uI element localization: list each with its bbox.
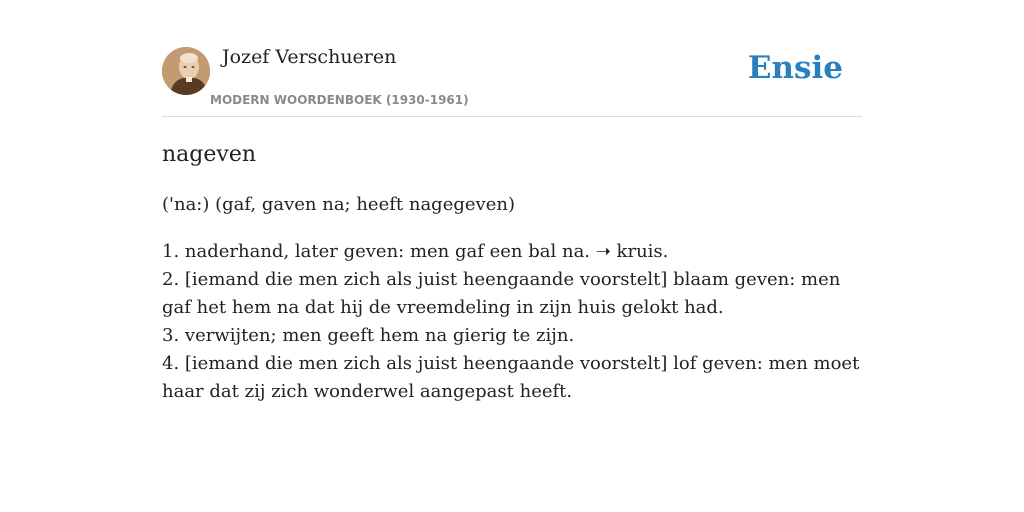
entry-term: nageven <box>162 142 257 167</box>
author-avatar[interactable] <box>162 47 210 95</box>
sense-item: 1. naderhand, later geven: men gaf een bal na. ➝ kruis. <box>162 241 669 262</box>
sense-item: 3. verwijten; men geeft hem na gierig te zijn. <box>162 325 575 346</box>
entry-senses <box>162 238 862 406</box>
source-title[interactable]: MODERN WOORDENBOEK (1930-1961) <box>210 93 469 107</box>
ensie-logo[interactable]: Ensie <box>747 50 843 86</box>
entry-content <box>162 138 862 406</box>
sense-item: 2. [iemand die men zich als juist heengaande voorstelt] blaam geven: men gaf het hem na dat hij de vreemdeling in zijn huis gelokt had. <box>162 269 841 318</box>
entry-header <box>162 44 862 117</box>
author-name[interactable]: Jozef Verschueren <box>222 46 397 68</box>
author-portrait-icon <box>162 47 210 95</box>
entry-pronunciation: ('na:) (gaf, gaven na; heeft nagegeven) <box>162 194 515 215</box>
sense-item: 4. [iemand die men zich als juist heengaande voorstelt] lof geven: men moet haar dat zij zich wonderwel aangepast heeft. <box>162 353 860 402</box>
